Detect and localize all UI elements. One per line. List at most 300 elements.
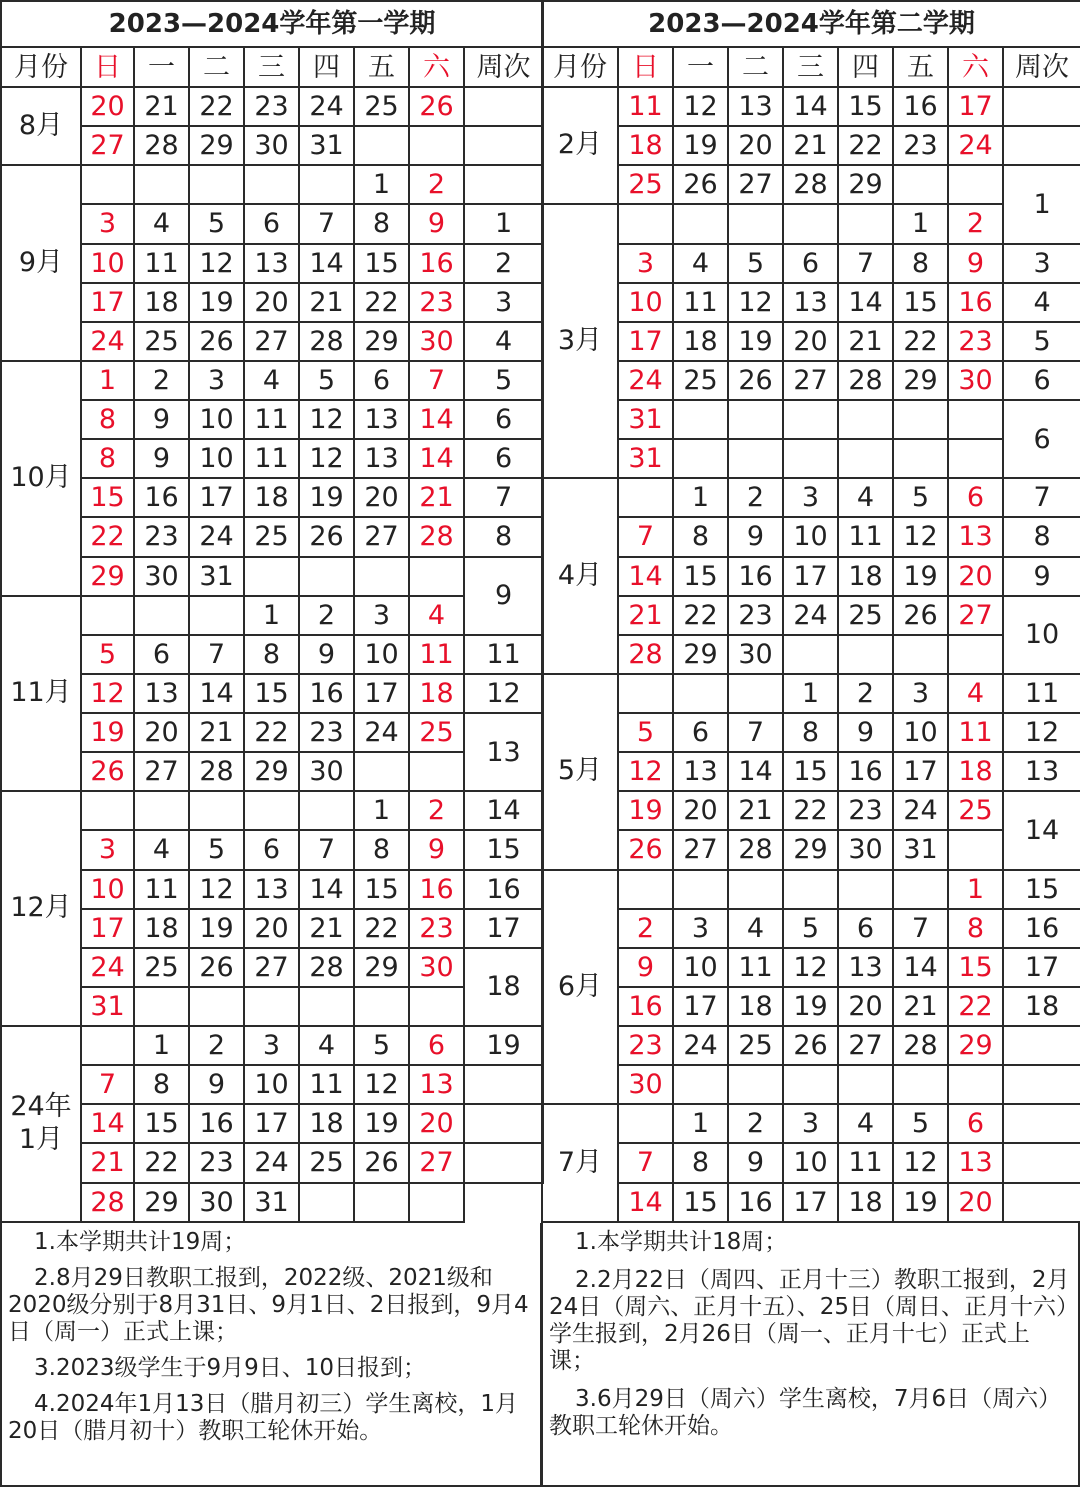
weekday-header: 三 bbox=[244, 47, 299, 87]
day-cell: 27 bbox=[244, 948, 299, 987]
day-cell bbox=[409, 1183, 464, 1222]
day-cell: 22 bbox=[134, 1143, 189, 1182]
day-cell bbox=[783, 204, 838, 243]
day-cell: 11 bbox=[838, 1143, 893, 1182]
day-cell bbox=[948, 165, 1003, 204]
day-cell bbox=[189, 165, 244, 204]
day-cell: 25 bbox=[354, 87, 409, 126]
week-number bbox=[464, 1065, 543, 1104]
day-cell: 10 bbox=[783, 517, 838, 556]
day-cell: 3 bbox=[189, 361, 244, 400]
day-cell: 25 bbox=[673, 361, 728, 400]
day-cell: 2 bbox=[618, 909, 673, 948]
day-cell: 13 bbox=[673, 752, 728, 791]
day-cell: 28 bbox=[893, 1026, 948, 1065]
day-cell: 16 bbox=[134, 478, 189, 517]
week-number: 11 bbox=[1003, 674, 1080, 713]
day-cell: 10 bbox=[81, 870, 134, 909]
day-cell: 19 bbox=[81, 713, 134, 752]
day-cell: 23 bbox=[728, 596, 783, 635]
week-number: 1 bbox=[1003, 165, 1080, 243]
day-cell: 2 bbox=[409, 165, 464, 204]
day-cell: 6 bbox=[244, 830, 299, 869]
week-number: 8 bbox=[464, 517, 543, 556]
day-cell: 9 bbox=[618, 948, 673, 987]
day-cell bbox=[673, 439, 728, 478]
week-number bbox=[464, 87, 543, 126]
day-cell: 7 bbox=[838, 244, 893, 283]
day-cell: 31 bbox=[618, 400, 673, 439]
day-cell: 13 bbox=[728, 87, 783, 126]
day-cell: 30 bbox=[299, 752, 354, 791]
day-cell: 1 bbox=[81, 361, 134, 400]
day-cell: 20 bbox=[409, 1104, 464, 1143]
day-cell bbox=[783, 635, 838, 674]
day-cell: 30 bbox=[728, 635, 783, 674]
day-cell: 11 bbox=[728, 948, 783, 987]
day-cell: 24 bbox=[299, 87, 354, 126]
day-cell: 4 bbox=[948, 674, 1003, 713]
day-cell: 7 bbox=[299, 830, 354, 869]
day-cell: 18 bbox=[409, 674, 464, 713]
day-cell: 22 bbox=[189, 87, 244, 126]
day-cell: 7 bbox=[81, 1065, 134, 1104]
day-cell: 23 bbox=[244, 87, 299, 126]
day-cell: 23 bbox=[893, 126, 948, 165]
month-column-header: 月份 bbox=[1, 47, 81, 87]
day-cell: 14 bbox=[618, 1183, 673, 1222]
week-number: 18 bbox=[1003, 987, 1080, 1026]
day-cell: 18 bbox=[948, 752, 1003, 791]
calendar-table bbox=[0, 0, 544, 1223]
day-cell: 28 bbox=[299, 322, 354, 361]
day-cell: 27 bbox=[134, 752, 189, 791]
day-cell: 27 bbox=[81, 126, 134, 165]
day-cell: 22 bbox=[893, 322, 948, 361]
day-cell: 22 bbox=[838, 126, 893, 165]
day-cell: 17 bbox=[244, 1104, 299, 1143]
day-cell: 1 bbox=[893, 204, 948, 243]
day-cell: 29 bbox=[244, 752, 299, 791]
day-cell: 24 bbox=[244, 1143, 299, 1182]
day-cell: 11 bbox=[134, 244, 189, 283]
day-cell: 15 bbox=[134, 1104, 189, 1143]
week-number: 5 bbox=[464, 361, 543, 400]
week-number: 2 bbox=[464, 244, 543, 283]
day-cell: 4 bbox=[728, 909, 783, 948]
day-cell: 26 bbox=[354, 1143, 409, 1182]
day-cell: 2 bbox=[728, 1104, 783, 1143]
day-cell bbox=[728, 1065, 783, 1104]
weekday-header: 一 bbox=[134, 47, 189, 87]
day-cell: 16 bbox=[948, 283, 1003, 322]
note-item: 1.本学期共计18周； bbox=[575, 1229, 788, 1255]
day-cell: 26 bbox=[728, 361, 783, 400]
week-number: 16 bbox=[1003, 909, 1080, 948]
week-number bbox=[1003, 126, 1080, 165]
day-cell: 23 bbox=[189, 1143, 244, 1182]
month-label: 9月 bbox=[1, 165, 81, 361]
day-cell: 24 bbox=[354, 713, 409, 752]
note-item: 3.6月29日（周六）学生离校，7月6日（周六）教职工轮休开始。 bbox=[549, 1386, 1062, 1439]
day-cell bbox=[354, 987, 409, 1026]
day-cell bbox=[783, 1065, 838, 1104]
day-cell: 26 bbox=[783, 1026, 838, 1065]
day-cell: 3 bbox=[783, 478, 838, 517]
day-cell: 16 bbox=[893, 87, 948, 126]
week-number: 14 bbox=[1003, 791, 1080, 869]
day-cell bbox=[81, 165, 134, 204]
day-cell: 23 bbox=[409, 283, 464, 322]
day-cell: 12 bbox=[189, 870, 244, 909]
day-cell: 18 bbox=[134, 283, 189, 322]
day-cell: 13 bbox=[244, 870, 299, 909]
day-cell: 7 bbox=[728, 713, 783, 752]
day-cell: 18 bbox=[618, 126, 673, 165]
day-cell: 25 bbox=[134, 948, 189, 987]
day-cell bbox=[728, 439, 783, 478]
day-cell: 5 bbox=[354, 1026, 409, 1065]
day-cell: 31 bbox=[244, 1183, 299, 1222]
day-cell bbox=[728, 870, 783, 909]
day-cell: 16 bbox=[409, 244, 464, 283]
day-cell: 10 bbox=[189, 400, 244, 439]
day-cell: 21 bbox=[299, 909, 354, 948]
day-cell: 8 bbox=[354, 204, 409, 243]
day-cell: 5 bbox=[893, 478, 948, 517]
week-number: 17 bbox=[1003, 948, 1080, 987]
week-number: 6 bbox=[464, 439, 543, 478]
week-number: 9 bbox=[1003, 557, 1080, 596]
day-cell: 19 bbox=[673, 126, 728, 165]
day-cell: 30 bbox=[189, 1183, 244, 1222]
day-cell bbox=[948, 830, 1003, 869]
day-cell: 23 bbox=[299, 713, 354, 752]
week-number: 16 bbox=[464, 870, 543, 909]
week-number bbox=[464, 165, 543, 204]
day-cell: 5 bbox=[783, 909, 838, 948]
day-cell: 4 bbox=[134, 204, 189, 243]
day-cell: 13 bbox=[244, 244, 299, 283]
day-cell: 26 bbox=[299, 517, 354, 556]
day-cell: 15 bbox=[893, 283, 948, 322]
day-cell bbox=[893, 165, 948, 204]
week-number bbox=[1003, 1104, 1080, 1143]
day-cell bbox=[838, 204, 893, 243]
day-cell: 5 bbox=[618, 713, 673, 752]
day-cell: 25 bbox=[728, 1026, 783, 1065]
note-item: 2.8月29日教职工报到，2022级、2021级和2020级分别于8月31日、9月1日、2日报到，9月4日（周一）正式上课； bbox=[8, 1265, 529, 1345]
day-cell: 12 bbox=[299, 400, 354, 439]
day-cell: 25 bbox=[948, 791, 1003, 830]
day-cell bbox=[728, 204, 783, 243]
day-cell: 25 bbox=[134, 322, 189, 361]
day-cell: 14 bbox=[189, 674, 244, 713]
weekday-header: 六 bbox=[948, 47, 1003, 87]
day-cell: 24 bbox=[81, 948, 134, 987]
day-cell: 16 bbox=[838, 752, 893, 791]
day-cell: 7 bbox=[189, 635, 244, 674]
day-cell: 6 bbox=[948, 478, 1003, 517]
day-cell: 16 bbox=[728, 1183, 783, 1222]
day-cell: 19 bbox=[354, 1104, 409, 1143]
day-cell: 14 bbox=[409, 439, 464, 478]
day-cell: 9 bbox=[299, 635, 354, 674]
week-number: 6 bbox=[1003, 361, 1080, 400]
day-cell: 31 bbox=[299, 126, 354, 165]
day-cell: 9 bbox=[134, 400, 189, 439]
day-cell bbox=[244, 791, 299, 830]
day-cell bbox=[673, 400, 728, 439]
day-cell bbox=[893, 439, 948, 478]
day-cell: 14 bbox=[783, 87, 838, 126]
day-cell: 15 bbox=[948, 948, 1003, 987]
day-cell: 15 bbox=[81, 478, 134, 517]
day-cell: 26 bbox=[189, 948, 244, 987]
day-cell bbox=[948, 635, 1003, 674]
day-cell: 10 bbox=[354, 635, 409, 674]
day-cell: 4 bbox=[244, 361, 299, 400]
day-cell: 11 bbox=[244, 439, 299, 478]
day-cell: 30 bbox=[618, 1065, 673, 1104]
day-cell: 8 bbox=[783, 713, 838, 752]
day-cell bbox=[783, 870, 838, 909]
day-cell: 15 bbox=[354, 870, 409, 909]
week-number: 7 bbox=[1003, 478, 1080, 517]
day-cell: 28 bbox=[134, 126, 189, 165]
day-cell: 25 bbox=[299, 1143, 354, 1182]
semester-2-notes bbox=[541, 1223, 1080, 1487]
day-cell: 1 bbox=[134, 1026, 189, 1065]
day-cell: 27 bbox=[948, 596, 1003, 635]
day-cell: 17 bbox=[893, 752, 948, 791]
day-cell: 21 bbox=[81, 1143, 134, 1182]
day-cell: 9 bbox=[189, 1065, 244, 1104]
day-cell: 22 bbox=[673, 596, 728, 635]
day-cell bbox=[134, 987, 189, 1026]
day-cell: 26 bbox=[618, 830, 673, 869]
day-cell: 22 bbox=[354, 909, 409, 948]
day-cell: 26 bbox=[893, 596, 948, 635]
weekday-header: 六 bbox=[409, 47, 464, 87]
day-cell bbox=[618, 870, 673, 909]
day-cell: 6 bbox=[409, 1026, 464, 1065]
day-cell: 20 bbox=[244, 909, 299, 948]
semester-1-notes bbox=[0, 1223, 542, 1487]
day-cell: 16 bbox=[618, 987, 673, 1026]
day-cell: 12 bbox=[783, 948, 838, 987]
day-cell: 3 bbox=[81, 830, 134, 869]
day-cell: 6 bbox=[134, 635, 189, 674]
day-cell: 12 bbox=[893, 1143, 948, 1182]
day-cell bbox=[81, 596, 134, 635]
day-cell: 20 bbox=[783, 322, 838, 361]
day-cell: 11 bbox=[134, 870, 189, 909]
note-item: 2.2月22日（周四、正月十三）教职工报到，2月24日（周六、正月十五）、25日（周日、正月十六）学生报到，2月26日（周一、正月十七）正式上课； bbox=[549, 1267, 1070, 1374]
day-cell: 28 bbox=[409, 517, 464, 556]
day-cell: 5 bbox=[81, 635, 134, 674]
day-cell: 13 bbox=[783, 283, 838, 322]
day-cell: 11 bbox=[299, 1065, 354, 1104]
weekday-header: 日 bbox=[618, 47, 673, 87]
week-number: 13 bbox=[1003, 752, 1080, 791]
day-cell: 3 bbox=[244, 1026, 299, 1065]
day-cell bbox=[838, 870, 893, 909]
day-cell: 30 bbox=[244, 126, 299, 165]
day-cell: 4 bbox=[134, 830, 189, 869]
day-cell: 15 bbox=[354, 244, 409, 283]
day-cell bbox=[299, 165, 354, 204]
day-cell: 19 bbox=[893, 557, 948, 596]
day-cell: 9 bbox=[134, 439, 189, 478]
day-cell bbox=[299, 791, 354, 830]
day-cell: 27 bbox=[244, 322, 299, 361]
day-cell: 9 bbox=[948, 244, 1003, 283]
month-label: 5月 bbox=[542, 674, 618, 870]
day-cell: 24 bbox=[783, 596, 838, 635]
day-cell: 28 bbox=[728, 830, 783, 869]
day-cell: 8 bbox=[244, 635, 299, 674]
day-cell: 29 bbox=[838, 165, 893, 204]
day-cell: 10 bbox=[189, 439, 244, 478]
day-cell: 8 bbox=[134, 1065, 189, 1104]
day-cell: 26 bbox=[673, 165, 728, 204]
day-cell: 3 bbox=[783, 1104, 838, 1143]
weekday-header: 四 bbox=[299, 47, 354, 87]
day-cell: 10 bbox=[893, 713, 948, 752]
day-cell: 18 bbox=[244, 478, 299, 517]
day-cell: 31 bbox=[189, 557, 244, 596]
day-cell: 21 bbox=[299, 283, 354, 322]
day-cell: 25 bbox=[838, 596, 893, 635]
day-cell: 31 bbox=[893, 830, 948, 869]
day-cell: 10 bbox=[244, 1065, 299, 1104]
day-cell: 4 bbox=[299, 1026, 354, 1065]
day-cell: 18 bbox=[838, 557, 893, 596]
week-number: 10 bbox=[1003, 596, 1080, 674]
day-cell: 29 bbox=[948, 1026, 1003, 1065]
month-label: 8月 bbox=[1, 87, 81, 165]
week-number bbox=[1003, 87, 1080, 126]
note-item: 4.2024年1月13日（腊月初三）学生离校，1月20日（腊月初十）教职工轮休开始。 bbox=[8, 1391, 519, 1444]
day-cell: 22 bbox=[783, 791, 838, 830]
day-cell bbox=[134, 791, 189, 830]
day-cell: 6 bbox=[244, 204, 299, 243]
day-cell: 15 bbox=[783, 752, 838, 791]
week-number bbox=[1003, 1026, 1080, 1065]
day-cell bbox=[354, 1183, 409, 1222]
day-cell: 21 bbox=[728, 791, 783, 830]
day-cell: 25 bbox=[244, 517, 299, 556]
day-cell: 28 bbox=[299, 948, 354, 987]
day-cell: 8 bbox=[673, 1143, 728, 1182]
week-number: 5 bbox=[1003, 322, 1080, 361]
day-cell: 21 bbox=[893, 987, 948, 1026]
day-cell: 24 bbox=[189, 517, 244, 556]
day-cell: 14 bbox=[728, 752, 783, 791]
day-cell: 8 bbox=[81, 439, 134, 478]
weekday-header: 一 bbox=[673, 47, 728, 87]
day-cell: 19 bbox=[893, 1183, 948, 1222]
day-cell: 21 bbox=[618, 596, 673, 635]
day-cell bbox=[244, 165, 299, 204]
day-cell: 17 bbox=[673, 987, 728, 1026]
day-cell: 20 bbox=[673, 791, 728, 830]
day-cell: 1 bbox=[244, 596, 299, 635]
day-cell bbox=[299, 1183, 354, 1222]
week-number: 3 bbox=[1003, 244, 1080, 283]
day-cell: 19 bbox=[299, 478, 354, 517]
day-cell: 16 bbox=[409, 870, 464, 909]
day-cell: 20 bbox=[354, 478, 409, 517]
weekday-header: 四 bbox=[838, 47, 893, 87]
weekday-header: 日 bbox=[81, 47, 134, 87]
day-cell bbox=[728, 400, 783, 439]
day-cell: 9 bbox=[409, 204, 464, 243]
weekday-header: 三 bbox=[783, 47, 838, 87]
day-cell: 27 bbox=[728, 165, 783, 204]
day-cell bbox=[838, 439, 893, 478]
day-cell: 1 bbox=[354, 165, 409, 204]
day-cell bbox=[81, 1026, 134, 1065]
day-cell bbox=[618, 478, 673, 517]
day-cell: 24 bbox=[948, 126, 1003, 165]
day-cell: 2 bbox=[189, 1026, 244, 1065]
day-cell: 13 bbox=[354, 439, 409, 478]
day-cell: 8 bbox=[354, 830, 409, 869]
day-cell: 12 bbox=[618, 752, 673, 791]
week-number: 15 bbox=[1003, 870, 1080, 909]
day-cell: 17 bbox=[189, 478, 244, 517]
day-cell: 19 bbox=[728, 322, 783, 361]
day-cell: 21 bbox=[409, 478, 464, 517]
day-cell: 23 bbox=[134, 517, 189, 556]
day-cell bbox=[189, 791, 244, 830]
day-cell: 14 bbox=[409, 400, 464, 439]
day-cell bbox=[783, 400, 838, 439]
day-cell: 11 bbox=[948, 713, 1003, 752]
day-cell: 7 bbox=[893, 909, 948, 948]
day-cell: 15 bbox=[673, 557, 728, 596]
day-cell: 4 bbox=[838, 1104, 893, 1143]
day-cell: 9 bbox=[838, 713, 893, 752]
week-number: 12 bbox=[1003, 713, 1080, 752]
day-cell bbox=[244, 557, 299, 596]
day-cell: 17 bbox=[354, 674, 409, 713]
day-cell bbox=[134, 165, 189, 204]
day-cell bbox=[783, 439, 838, 478]
semester-title: 2023—2024学年第一学期 bbox=[1, 1, 543, 47]
day-cell: 17 bbox=[81, 909, 134, 948]
day-cell: 3 bbox=[673, 909, 728, 948]
day-cell: 9 bbox=[409, 830, 464, 869]
day-cell: 19 bbox=[189, 909, 244, 948]
day-cell: 20 bbox=[728, 126, 783, 165]
day-cell bbox=[948, 1065, 1003, 1104]
day-cell: 18 bbox=[299, 1104, 354, 1143]
day-cell: 10 bbox=[618, 283, 673, 322]
day-cell bbox=[354, 557, 409, 596]
calendar-table bbox=[541, 0, 1080, 1223]
day-cell bbox=[409, 126, 464, 165]
day-cell: 22 bbox=[244, 713, 299, 752]
month-label: 11月 bbox=[1, 596, 81, 792]
day-cell: 27 bbox=[409, 1143, 464, 1182]
day-cell: 19 bbox=[783, 987, 838, 1026]
month-label: 6月 bbox=[542, 870, 618, 1105]
day-cell bbox=[618, 674, 673, 713]
day-cell: 5 bbox=[299, 361, 354, 400]
